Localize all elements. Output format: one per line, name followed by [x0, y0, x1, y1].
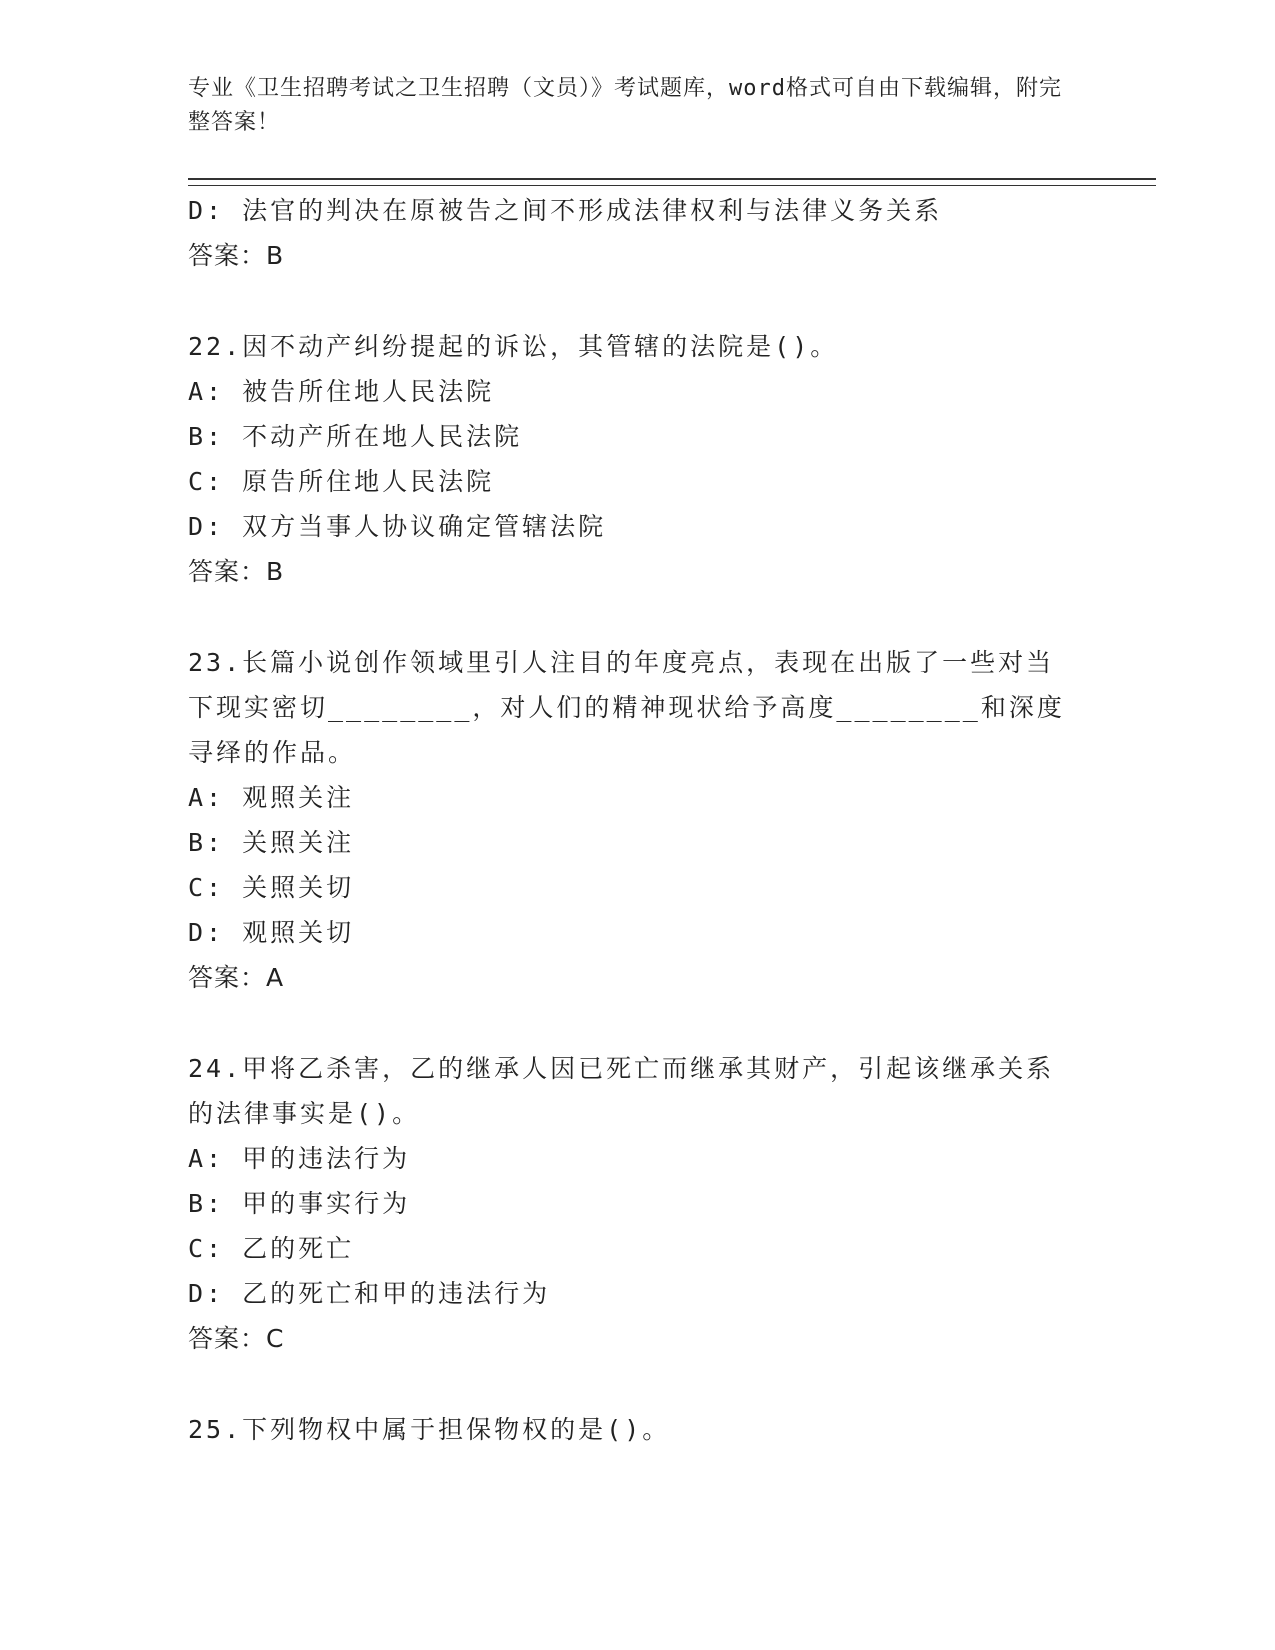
option-c: C: 关照关切	[188, 873, 355, 902]
question-22	[188, 324, 1088, 594]
option-d: D: 乙的死亡和甲的违法行为	[188, 1279, 551, 1308]
question-24	[188, 1046, 1088, 1361]
answer: 答案：A	[188, 963, 285, 992]
carryover-option-d: D: 法官的判决在原被告之间不形成法律权利与法律义务关系	[188, 196, 943, 225]
option-a: A: 观照关注	[188, 783, 355, 812]
question-23	[188, 640, 1088, 1000]
header-divider	[188, 178, 1156, 186]
option-b: B: 不动产所在地人民法院	[188, 422, 523, 451]
option-b: B: 关照关注	[188, 828, 355, 857]
option-d: D: 观照关切	[188, 918, 355, 947]
option-a: A: 甲的违法行为	[188, 1144, 411, 1173]
answer: 答案：C	[188, 1324, 285, 1353]
document-header: 专业《卫生招聘考试之卫生招聘（文员）》考试题库，word格式可自由下载编辑，附完整答案！	[188, 76, 1062, 135]
answer: 答案：B	[188, 557, 285, 586]
question-25	[188, 1407, 1088, 1452]
carryover-answer: 答案：B	[188, 241, 285, 270]
document-body	[188, 188, 1088, 1452]
option-d: D: 双方当事人协议确定管辖法院	[188, 512, 607, 541]
question-stem: 22.因不动产纠纷提起的诉讼，其管辖的法院是()。	[188, 332, 839, 361]
question-stem: 23.长篇小说创作领域里引人注目的年度亮点，表现在出版了一些对当下现实密切________，对人们的精神现状给予高度________和深度寻绎的作品。	[188, 648, 1065, 767]
option-c: C: 乙的死亡	[188, 1234, 355, 1263]
option-c: C: 原告所住地人民法院	[188, 467, 495, 496]
question-stem: 25.下列物权中属于担保物权的是()。	[188, 1415, 671, 1444]
option-a: A: 被告所住地人民法院	[188, 377, 495, 406]
question-stem: 24.甲将乙杀害，乙的继承人因已死亡而继承其财产，引起该继承关系的法律事实是()。	[188, 1054, 1055, 1128]
option-b: B: 甲的事实行为	[188, 1189, 411, 1218]
